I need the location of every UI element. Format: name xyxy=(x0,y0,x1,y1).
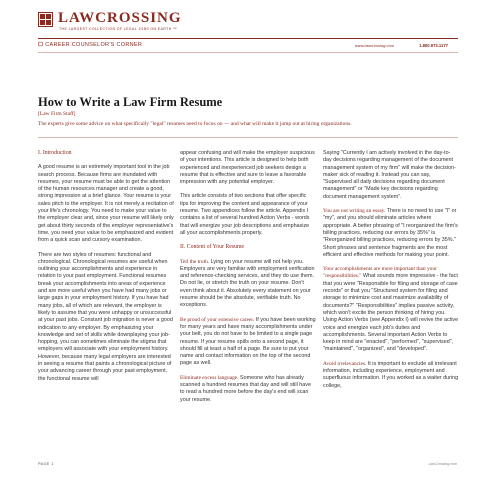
phone-number: 1.800.973.1177 xyxy=(419,43,448,48)
site-url-link[interactable]: www.lawcrossing.com xyxy=(354,43,394,48)
paragraph-body: Lying on your resume will not help you. Employers are very familiar with employment verification and reference-checking services, and they do use them. Do not lie, or stretch the truth on your resume. Don't even think about it. Absolutely every statement on your resume should be the absolute, verifiable truth. No exceptions. xyxy=(180,258,315,309)
logo-text[interactable]: LAWCROSSING xyxy=(58,10,182,26)
column-2 xyxy=(180,150,316,411)
section-rule xyxy=(38,52,458,53)
column-1 xyxy=(38,150,174,390)
column-3 xyxy=(323,150,459,397)
square-icon: ☐ xyxy=(38,42,44,48)
paragraph-lead: Your accomplishments are more important than your "responsibilities." xyxy=(323,266,437,280)
section-label: CAREER COUNSELOR'S CORNER xyxy=(45,42,143,48)
paragraph-body: Someone who has already scanned a hundred resumes that day and will still have to read a hundred more before the day's end will scan your resume. xyxy=(180,374,311,403)
footer-site: LawCrossing.com xyxy=(428,462,457,466)
paragraph: appear confusing and will make the employer suspicious of your intentions. This article is designed to help both experienced and inexperienced job seekers design a resume that is effective and sure to leave a favorable impression with any potential employer. xyxy=(180,150,315,186)
page-number: PAGE 1 xyxy=(38,462,54,466)
paragraph xyxy=(323,361,459,390)
paragraph-body: There is no need to use "I" or "my", and you should eliminate articles where appropriate. A better phrasing of "I reorganized the firm's billing practices, reducing our errors by 35%" is "Reorganized billing practices, reducing errors by 35%." Short phrases and sentence fragments are the most efficient and effective methods for making your point. xyxy=(323,208,458,258)
section-label-wrap xyxy=(38,42,142,48)
article-title: How to Write a Law Firm Resume xyxy=(38,95,223,109)
paragraph xyxy=(180,375,316,404)
paragraph-lead: You are not writing an essay. xyxy=(323,208,386,215)
paragraph xyxy=(180,317,316,368)
article-subtitle: The experts give some advice on what specifically "legal" resumes need to focus on — and what will make it jump out at hiring organizations. xyxy=(38,121,352,127)
paragraph: This article consists of two sections that offer specific tips for improving the content and appearance of your resume. Two appendices follow the article. Appendix I contains a list of several hundred Action Verbs - words that will energize your job descriptions and emphasize all your accomplishments properly. xyxy=(180,193,310,236)
paragraph-body: If you have been working for many years and have many accomplishments under your belt, you do not have to be limited to a single page resume. If your resume spills onto a second page, it should fill at least a half of a page. Be sure to put your name and contact information on the top of the second page as well. xyxy=(180,316,316,367)
header xyxy=(38,8,463,38)
paragraph-body: It is important to exclude all irrelevant information, including experience, employment and superfluous information. If you worked as a waiter during college, xyxy=(323,360,459,389)
paragraph xyxy=(323,208,459,259)
logo-tagline: THE LARGEST COLLECTION OF LEGAL JOBS ON EARTH ™ xyxy=(59,27,177,31)
paragraph-lead: Avoid irrelevancies. xyxy=(323,360,367,367)
paragraph: A good resume is an extremely important tool in the job search process. Because firms are inundated with resumes, your resume must be able to get the attention of the human resources manager and create a good, strong impression at a brief glance. Your resume is your sales pitch to the employer. It is not merely a recitation of your life's chronology. You need to make your value to the employer clear and, since your resume will likely only get about thirty seconds of the employer representative's time, you need your value to be emphasized and evident from a quick scan and cursory examination. xyxy=(38,164,174,244)
article-source: [Law Firm Staff] xyxy=(38,111,76,117)
paragraph-body: What sounds more impressive - the fact that you were "Responsible for filing and storage of case records" or that you "Structured system for filing and storage to minimize cost and maximize availability of documents?" "Responsibilities" implies passive activity, which won't excite the person thinking of hiring you. Using Action Verbs (see Appendix I) will revive the active voice and energize each job's duties and accomplishments. Several important Action Verbs to keep in mind are "enacted", "performed", "supervised", "maintained", "organized", and "developed". xyxy=(323,273,459,353)
paragraph: Saying "Currently I am actively involved in the day-to-day decisions regarding management of the document management system of my firm" will make the decision-maker sick of reading it. Instead you can say, "Supervised all daily decisions regarding document management" or "Made key decisions regarding document management system". xyxy=(323,150,456,200)
section-bar xyxy=(38,42,458,52)
paragraph xyxy=(180,259,316,310)
paragraph-lead: Tell the truth. xyxy=(180,258,210,265)
paragraph: There are two styles of resumes: functional and chronological. Chronological resumes are useful when outlining your accomplishments and experience in relation to your past employment. Functional resumes break your accomplishments into areas of experience and are more useful when you have had many jobs or large gaps in your employment history. If you have had many jobs, all of which are relevant, the employer is likely to assume that you were unhappy or unsuccessful at your past jobs. Constant job migration is never a good indication to any employer. By emphasizing your knowledge and set of skills while downplaying your job-hopping, you can sometimes eliminate the stigma that employers will associate with your employment history. However, because many legal employers are interested in seeing a resume that paints a chronological picture of your advancing career through your past employment, the functional resume will xyxy=(38,251,173,382)
section-heading-content: II. Content of Your Resume xyxy=(180,244,245,251)
paragraph-lead: Eliminate excess language. xyxy=(180,374,239,381)
title-rule xyxy=(38,137,458,138)
section-heading-introduction: I. Introduction xyxy=(38,150,72,156)
paragraph-lead: Be proud of your extensive career. xyxy=(180,316,255,323)
header-rule xyxy=(38,38,458,39)
lawcrossing-logo-icon xyxy=(38,12,53,27)
paragraph xyxy=(323,266,459,354)
